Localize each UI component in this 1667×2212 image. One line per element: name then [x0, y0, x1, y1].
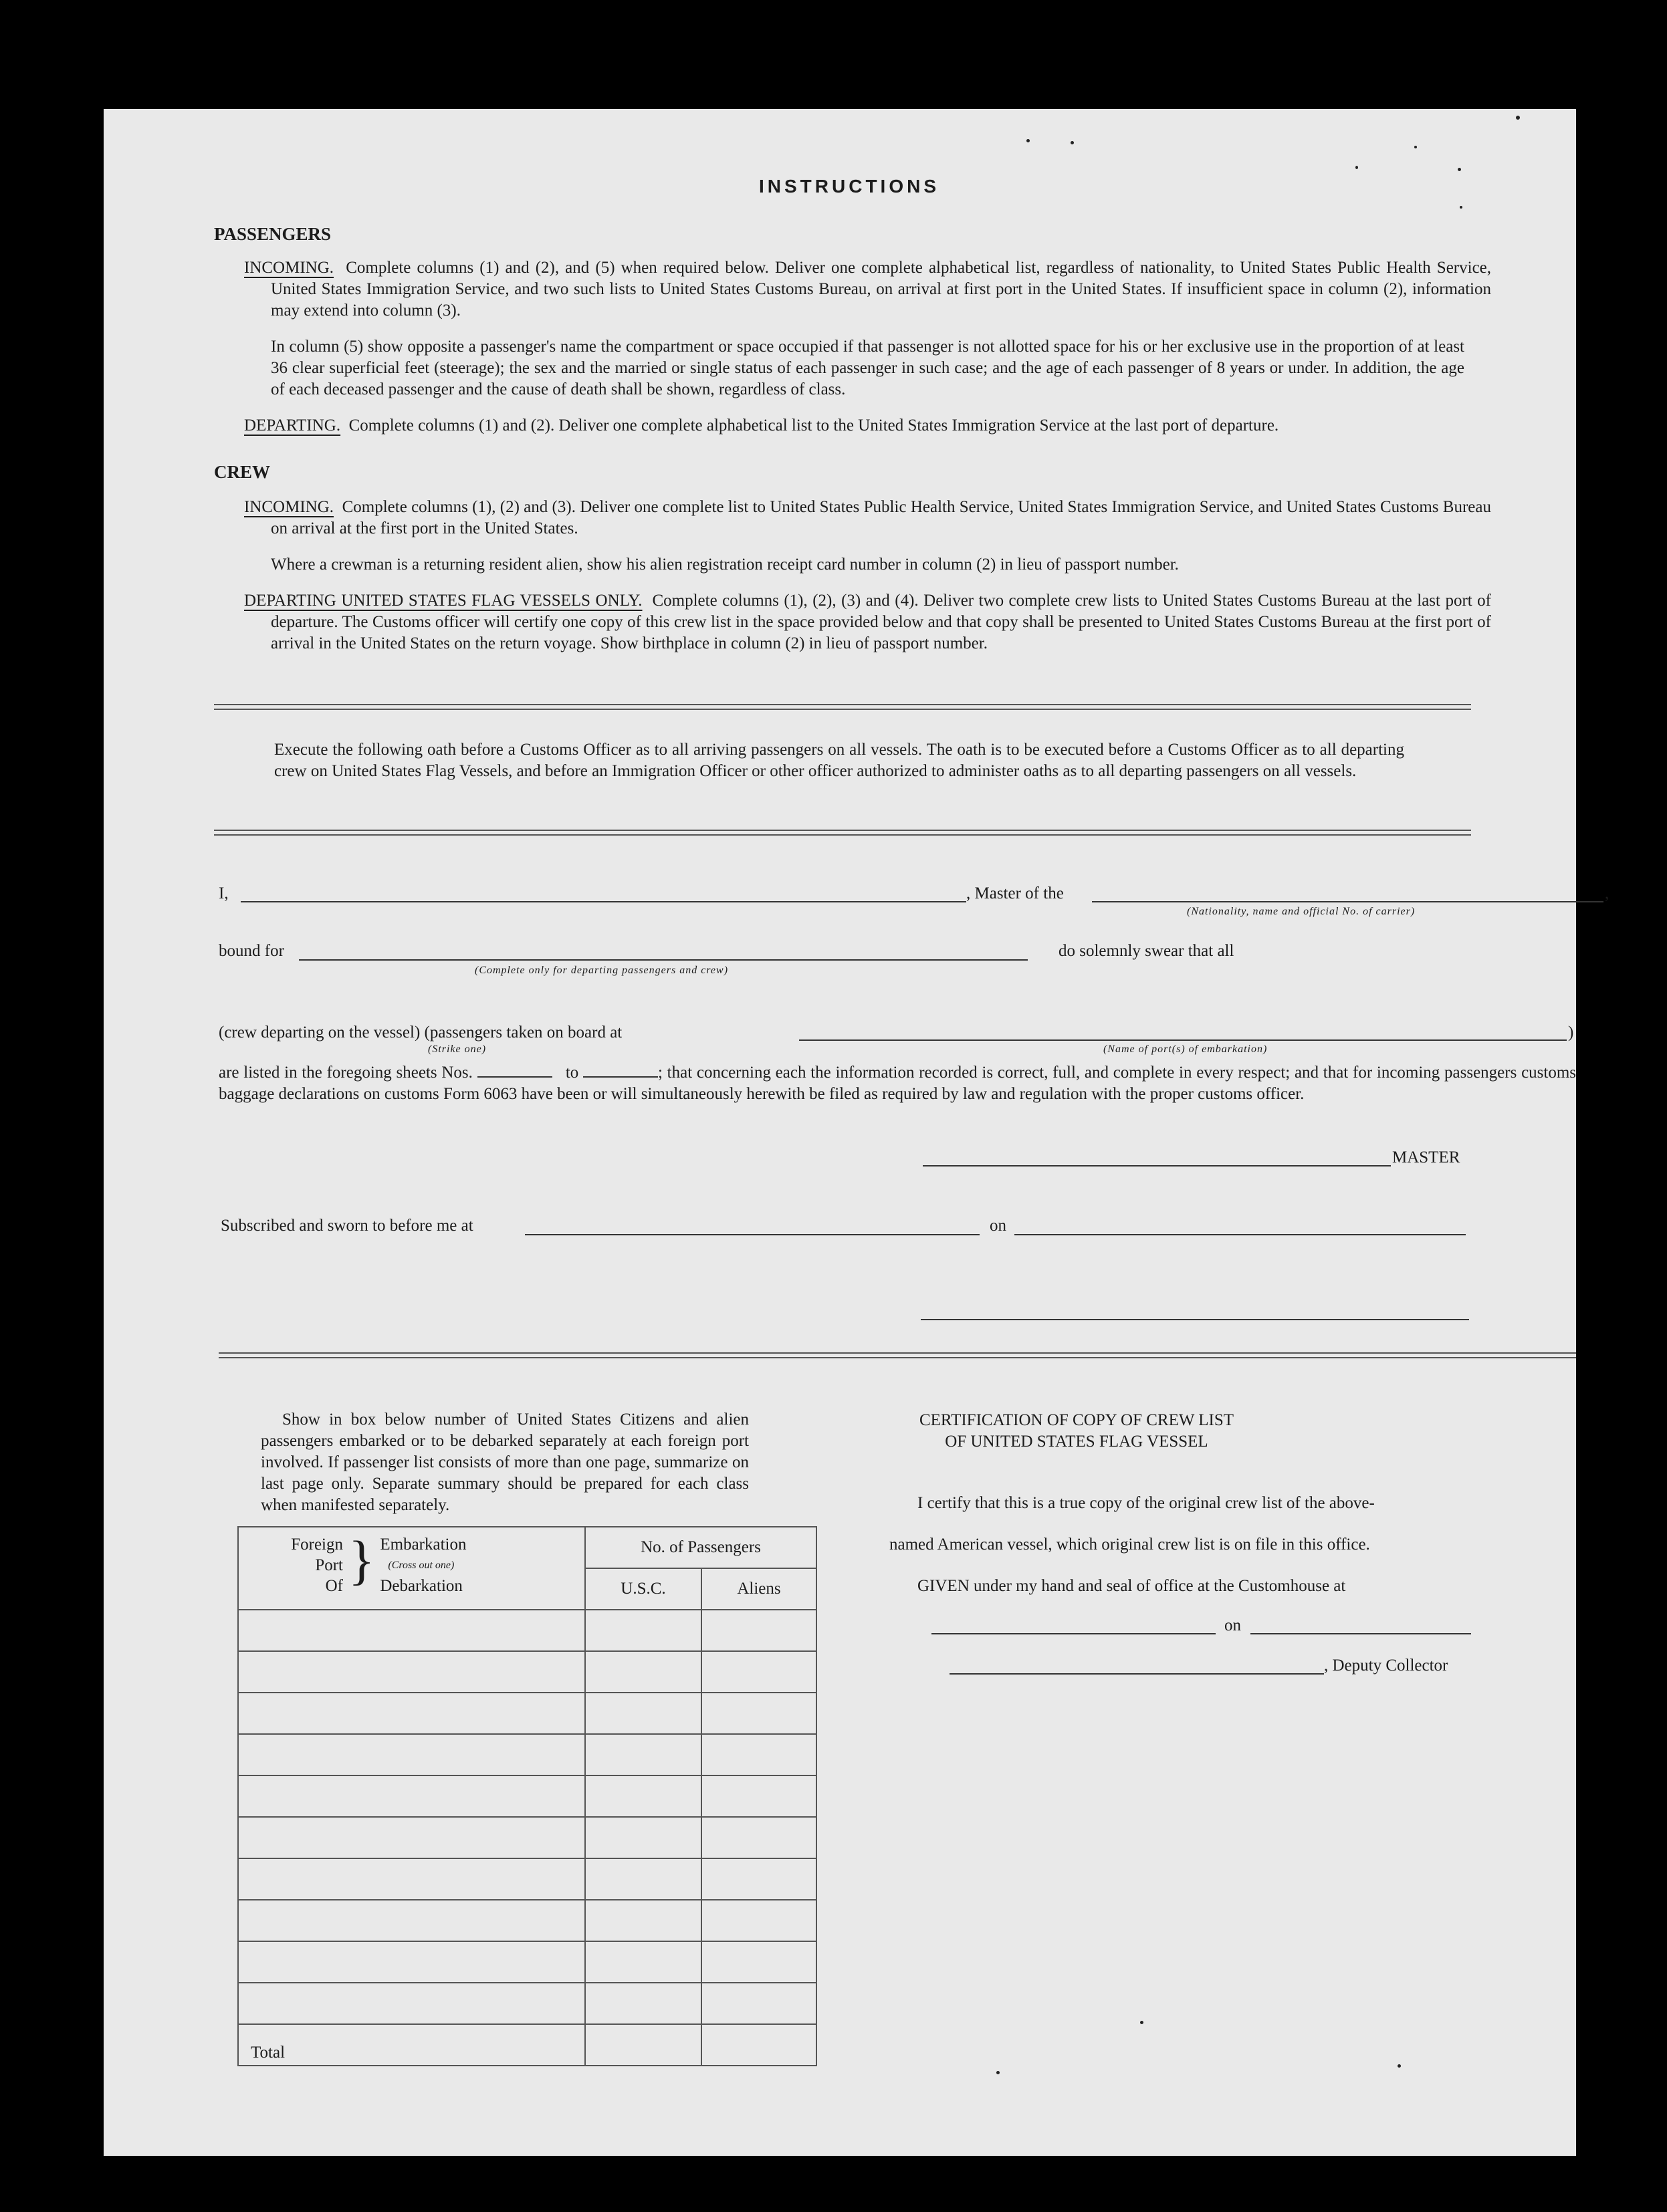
embark-debark-label [380, 1534, 466, 1596]
section-divider [219, 1352, 1576, 1358]
table-row [238, 1941, 816, 1983]
subscribed-label: Subscribed and sworn to before me at [221, 1217, 473, 1235]
passengers-incoming-paragraph [244, 257, 1491, 322]
port-cell[interactable] [238, 1941, 585, 1983]
port-cell[interactable] [238, 1983, 585, 2024]
table-row [238, 1817, 816, 1858]
sworn-date-field[interactable] [1014, 1234, 1466, 1235]
certify-line2: named American vessel, which original crew list is on file in this office. [889, 1535, 1370, 1554]
debarkation-label: Debarkation [380, 1577, 463, 1595]
aliens-cell[interactable] [701, 1651, 816, 1693]
port-cell[interactable] [238, 1610, 585, 1651]
crew-heading: CREW [214, 462, 271, 482]
certification-title-line2: OF UNITED STATES FLAG VESSEL [945, 1433, 1208, 1451]
deputy-signature-field[interactable] [950, 1673, 1324, 1675]
usc-cell[interactable] [585, 1941, 701, 1983]
strike-caption: (Strike one) [428, 1043, 487, 1055]
passengers-departing-label: DEPARTING. [244, 416, 341, 435]
passengers-departing-text: Complete columns (1) and (2). Deliver one complete alphabetical list to the United States Immigration Service at the last port of departure. [348, 416, 1279, 435]
sheet-from-field[interactable] [477, 1076, 552, 1078]
crew-departing-text: Complete columns (1), (2), (3) and (4). Deliver two complete crew lists to United States Customs Bureau at the last port of departure. The Customs officer will certify one copy of this crew list in the space provided below and that copy shall be presented to United States Customs Bureau at the first port of arrival in the United States on the return voyage. Show birthplace in column (2) in lieu of passport number. [271, 592, 1492, 652]
summary-instruction: Show in box below number of United States Citizens and alien passengers embarked or to be debarked separately at each foreign port involved. If passenger list consists of more than one page, summarize on last page only. Separate summary should be prepared for each class when manifested separately. [261, 1410, 749, 1514]
listed-text: ; that concerning each the information recorded is correct, full, and complete in every respect; and that for incoming passengers customs baggage declarations on customs Form 6063 have been or will simultaneously herewith be filed as required by law and regulation with the proper customs officer. [219, 1064, 1577, 1103]
table-row [238, 1693, 816, 1734]
table-row [238, 1610, 816, 1651]
scan-speck [1071, 141, 1074, 144]
embarkation-label: Embarkation [380, 1535, 467, 1554]
to-label: to [565, 1064, 579, 1082]
crew-incoming-label: INCOMING. [244, 498, 334, 516]
crew-incoming-text: Complete columns (1), (2) and (3). Deliver one complete list to United States Public Health Service, United States Immigration Service, and United States Customs Bureau on arrival at the first port in the United States. [271, 498, 1491, 537]
sheet-to-field[interactable] [583, 1076, 658, 1078]
section-divider [214, 704, 1471, 710]
bound-for-label: bound for [219, 942, 284, 960]
master-signature-field[interactable] [923, 1165, 1391, 1166]
port-cell[interactable] [238, 1734, 585, 1775]
scan-speck [1026, 139, 1030, 142]
crew-departing-paragraph [244, 590, 1491, 654]
no-passengers-header: No. of Passengers [585, 1527, 816, 1568]
scan-speck [1398, 2064, 1401, 2068]
aliens-cell[interactable] [701, 1734, 816, 1775]
usc-cell[interactable] [585, 1610, 701, 1651]
table-row [238, 1858, 816, 1900]
foreign-port-of-label [239, 1534, 343, 1596]
master-name-field[interactable] [241, 901, 966, 902]
bound-for-field[interactable] [299, 959, 1028, 961]
crew-resident-paragraph: Where a crewman is a returning resident alien, show his alien registration receipt card number in column (2) in lieu of passport number. [271, 556, 1179, 574]
carrier-field[interactable] [1092, 901, 1603, 902]
section-divider [214, 830, 1471, 836]
port-cell[interactable] [238, 1817, 585, 1858]
close-paren: ) [1568, 1023, 1574, 1041]
port-cell[interactable] [238, 1775, 585, 1817]
carrier-caption: (Nationality, name and official No. of carrier) [1187, 906, 1416, 917]
officer-signature-field[interactable] [921, 1319, 1469, 1320]
table-row [238, 1983, 816, 2024]
port-cell[interactable] [238, 1858, 585, 1900]
passengers-incoming-label: INCOMING. [244, 259, 334, 277]
page-title: INSTRUCTIONS [759, 176, 939, 197]
port-header-cell [238, 1527, 585, 1610]
usc-cell[interactable] [585, 1775, 701, 1817]
scan-speck [1140, 2021, 1143, 2024]
crew-incoming-paragraph [244, 497, 1491, 539]
usc-cell[interactable] [585, 1734, 701, 1775]
table-row [238, 1900, 816, 1941]
passengers-departing-paragraph [244, 415, 1468, 437]
aliens-cell[interactable] [701, 1610, 816, 1651]
swear-label: do solemnly swear that all [1059, 942, 1234, 960]
total-usc-cell[interactable] [585, 2024, 701, 2066]
aliens-cell[interactable] [701, 1941, 816, 1983]
scan-speck [996, 2071, 1000, 2074]
usc-header: U.S.C. [585, 1568, 701, 1610]
certification-title [879, 1410, 1274, 1453]
aliens-cell[interactable] [701, 1775, 816, 1817]
passengers-column5-paragraph: In column (5) show opposite a passenger's name the compartment or space occupied if that passenger is not allotted space for his or her exclusive use in the proportion of at least 36 clear superficial feet (steerage); the sex and the married or single status of each passenger in such case; and the age of each passenger of 8 years or under. In addition, the age of each deceased passenger and the cause of death shall be shown, regardless of class. [271, 338, 1464, 398]
crew-passengers-label: (crew departing on the vessel) (passengers taken on board at [219, 1023, 623, 1041]
deputy-collector-label: , Deputy Collector [1324, 1656, 1448, 1675]
foreign-label: Foreign [291, 1535, 343, 1554]
aliens-cell[interactable] [701, 1693, 816, 1734]
port-cell[interactable] [238, 1651, 585, 1693]
scan-speck [1414, 146, 1417, 148]
scan-speck [1355, 166, 1358, 169]
given-text: GIVEN under my hand and seal of office at the Customhouse at [917, 1577, 1346, 1595]
cross-out-label: (Cross out one) [388, 1560, 455, 1571]
port-caption: (Name of port(s) of embarkation) [1103, 1043, 1268, 1055]
passengers-heading: PASSENGERS [214, 224, 332, 244]
usc-cell[interactable] [585, 1693, 701, 1734]
usc-cell[interactable] [585, 1817, 701, 1858]
aliens-cell[interactable] [701, 1817, 816, 1858]
port-cell[interactable] [238, 1693, 585, 1734]
master-label: MASTER [1392, 1148, 1460, 1166]
port-embarkation-field[interactable] [799, 1039, 1567, 1041]
scan-speck [1516, 116, 1520, 120]
table-row [238, 1775, 816, 1817]
certification-title-line1: CERTIFICATION OF COPY OF CREW LIST [919, 1411, 1234, 1429]
listed-paragraph [219, 1062, 1576, 1105]
cert-on-label: on [1224, 1616, 1241, 1634]
usc-cell[interactable] [585, 1651, 701, 1693]
usc-cell[interactable] [585, 1900, 701, 1941]
usc-cell[interactable] [585, 1983, 701, 2024]
table-row [238, 1651, 816, 1693]
scan-speck [1458, 168, 1461, 171]
total-row [238, 2024, 816, 2066]
passenger-summary-table [237, 1526, 817, 2066]
port-label: Port [315, 1556, 343, 1574]
customhouse-field[interactable] [931, 1633, 1216, 1634]
aliens-cell[interactable] [701, 1858, 816, 1900]
oath-instruction: Execute the following oath before a Customs Officer as to all arriving passengers on all vessels. The oath is to be executed before a Customs Officer as to all departing crew on United States Flag Vessels, and before an Immigration Officer or other officer authorized to administer oaths as to all departing passengers on all vessels. [274, 741, 1404, 780]
master-of-label: , Master of the [966, 884, 1064, 902]
table-row [238, 1734, 816, 1775]
passengers-incoming-text: Complete columns (1) and (2), and (5) when required below. Deliver one complete alphabetical list, regardless of nationality, to United States Public Health Service, United States Immigration Service, and two such lists to United States Customs Bureau, on arrival at first port in the United States. If insufficient space in column (2), information may extend into column (3). [271, 259, 1492, 320]
form-page [104, 109, 1609, 2156]
trailing-comma: , [1605, 884, 1609, 902]
oath-i-label: I, [219, 884, 229, 902]
aliens-header: Aliens [701, 1568, 816, 1610]
port-cell[interactable] [238, 1900, 585, 1941]
usc-cell[interactable] [585, 1858, 701, 1900]
sworn-on-label: on [990, 1217, 1006, 1235]
aliens-cell[interactable] [701, 1983, 816, 2024]
bound-caption: (Complete only for departing passengers and crew) [475, 965, 729, 976]
of-label: Of [325, 1577, 343, 1595]
total-aliens-cell[interactable] [701, 2024, 816, 2066]
aliens-cell[interactable] [701, 1900, 816, 1941]
certify-line1: I certify that this is a true copy of the original crew list of the above- [917, 1494, 1375, 1512]
crew-departing-label: DEPARTING UNITED STATES FLAG VESSELS ONLY. [244, 592, 643, 610]
listed-prefix: are listed in the foregoing sheets Nos. [219, 1064, 473, 1082]
cert-date-field[interactable] [1250, 1633, 1471, 1634]
scan-speck [1460, 206, 1462, 209]
brace-symbol: } [348, 1529, 375, 1590]
sworn-location-field[interactable] [525, 1234, 980, 1235]
total-label: Total [238, 2024, 585, 2066]
